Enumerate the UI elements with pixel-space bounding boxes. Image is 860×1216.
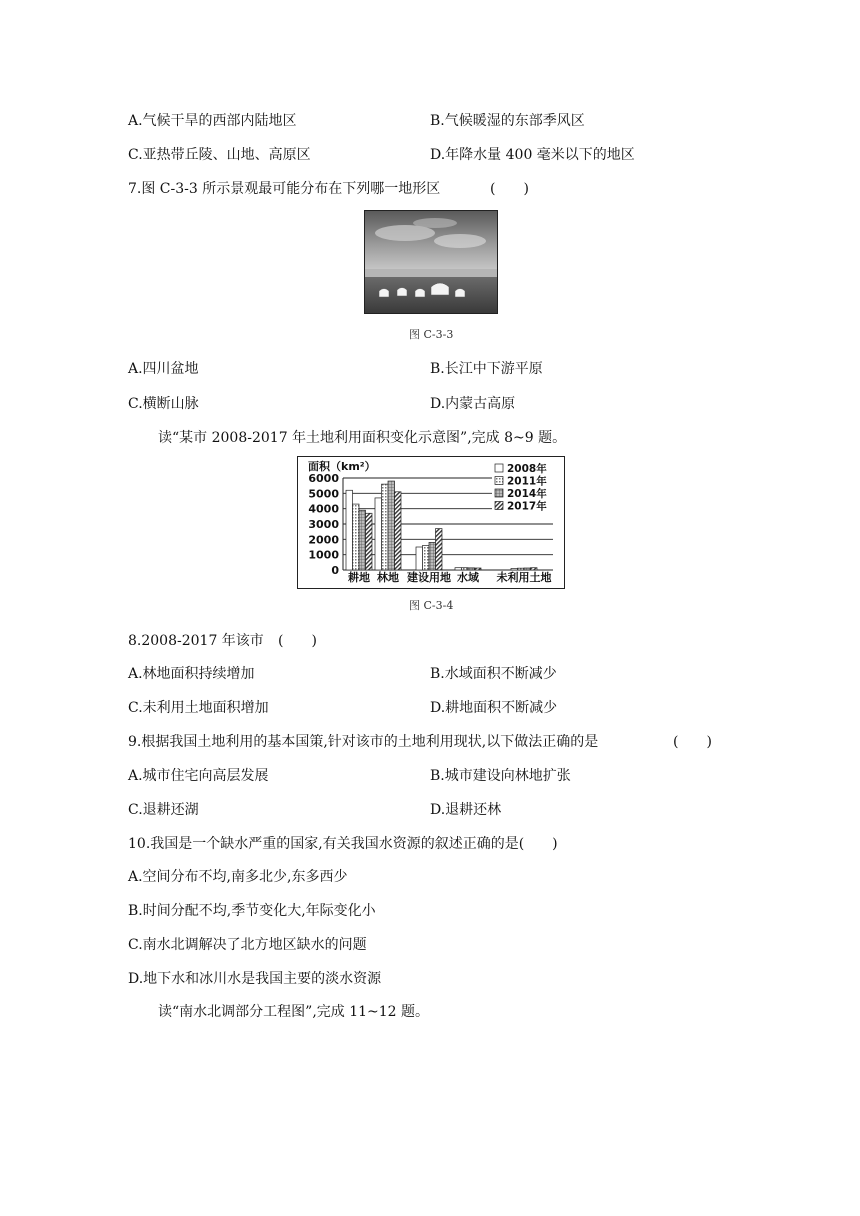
q8-option-c: C.未利用土地面积增加 (128, 700, 269, 716)
bar (395, 492, 402, 570)
bar (346, 490, 353, 570)
bar (524, 568, 531, 570)
y-tick-label: 3000 (308, 518, 339, 531)
q8-stem: 8.2008-2017 年该市 (128, 633, 264, 649)
y-tick-label: 6000 (308, 472, 339, 485)
q8-option-d: D.耕地面积不断减少 (430, 700, 558, 716)
bar (388, 481, 395, 570)
bar (429, 542, 436, 570)
x-category-label: 林地 (377, 571, 399, 584)
x-category-label: 耕地 (348, 571, 370, 584)
q6-option-a: A.气候干旱的西部内陆地区 (128, 113, 297, 129)
legend-label: 2017年 (507, 500, 547, 513)
legend-swatch (495, 489, 503, 497)
q7-answer-blank: ( ) (490, 181, 529, 197)
yurt-landscape-photo (364, 210, 498, 314)
q6-option-b: B.气候暖湿的东部季风区 (430, 113, 585, 129)
legend-label: 2008年 (507, 463, 547, 475)
x-category-label: 建设用地 (407, 571, 451, 584)
intro-questions-8-9: 读“某市 2008-2017 年土地利用面积变化示意图”,完成 8~9 题。 (158, 430, 567, 446)
legend-swatch (495, 464, 503, 472)
q7-option-a: A.四川盆地 (128, 361, 199, 377)
bar (416, 547, 423, 570)
bar (475, 568, 482, 570)
q6-option-d: D.年降水量 400 毫米以下的地区 (430, 147, 635, 163)
q10-option-b: B.时间分配不均,季节变化大,年际变化小 (128, 903, 376, 919)
q7-option-b: B.长江中下游平原 (430, 361, 543, 377)
q8-option-b: B.水域面积不断减少 (430, 666, 557, 682)
figure-caption-c-3-3: 图 C-3-3 (409, 328, 454, 341)
bar (353, 504, 360, 570)
bar (531, 568, 538, 570)
y-axis-label: 面积（km²） (308, 460, 376, 473)
legend-label: 2014年 (507, 488, 547, 500)
bar (359, 510, 366, 570)
q8-answer-blank: ( ) (278, 633, 317, 649)
q10-option-a: A.空间分布不均,南多北少,东多西少 (128, 869, 348, 885)
chart-svg (298, 457, 564, 588)
x-category-label: 未利用土地 (496, 571, 552, 584)
q9-option-c: C.退耕还湖 (128, 802, 199, 818)
bar (511, 568, 518, 570)
bar (382, 484, 389, 570)
q9-option-d: D.退耕还林 (430, 802, 502, 818)
bar (468, 568, 475, 570)
intro-questions-11-12: 读“南水北调部分工程图”,完成 11~12 题。 (158, 1004, 430, 1020)
q9-option-a: A.城市住宅向高层发展 (128, 768, 269, 784)
q9-stem: 9.根据我国土地利用的基本国策,针对该市的土地利用现状,以下做法正确的是 (128, 734, 599, 750)
bar (375, 498, 382, 570)
y-tick-label: 0 (331, 564, 339, 577)
q10-option-d: D.地下水和冰川水是我国主要的淡水资源 (128, 971, 382, 987)
y-tick-label: 1000 (308, 548, 339, 562)
figure-caption-c-3-4: 图 C-3-4 (409, 599, 454, 612)
bar (455, 568, 462, 570)
q9-answer-blank: ( ) (673, 734, 712, 750)
bar (436, 529, 443, 570)
legend-swatch (495, 477, 503, 485)
bar (518, 568, 525, 570)
q7-option-d: D.内蒙古高原 (430, 396, 516, 412)
y-tick-label: 5000 (308, 487, 339, 501)
q7-option-c: C.横断山脉 (128, 396, 199, 412)
q9-option-b: B.城市建设向林地扩张 (430, 768, 571, 784)
legend-swatch (495, 502, 503, 510)
land-use-bar-chart (297, 456, 565, 589)
y-tick-label: 2000 (308, 533, 339, 547)
x-category-label: 水域 (457, 571, 479, 584)
q8-option-a: A.林地面积持续增加 (128, 666, 255, 682)
q7-stem: 7.图 C-3-3 所示景观最可能分布在下列哪一地形区 (128, 181, 441, 197)
bar (423, 545, 430, 570)
bar (366, 513, 373, 570)
y-tick-label: 4000 (308, 502, 339, 516)
legend-label: 2011年 (507, 475, 547, 488)
q10-stem: 10.我国是一个缺水严重的国家,有关我国水资源的叙述正确的是( ) (128, 836, 558, 852)
q6-option-c: C.亚热带丘陵、山地、高原区 (128, 147, 311, 163)
q10-option-c: C.南水北调解决了北方地区缺水的问题 (128, 937, 367, 953)
bar (462, 568, 469, 570)
